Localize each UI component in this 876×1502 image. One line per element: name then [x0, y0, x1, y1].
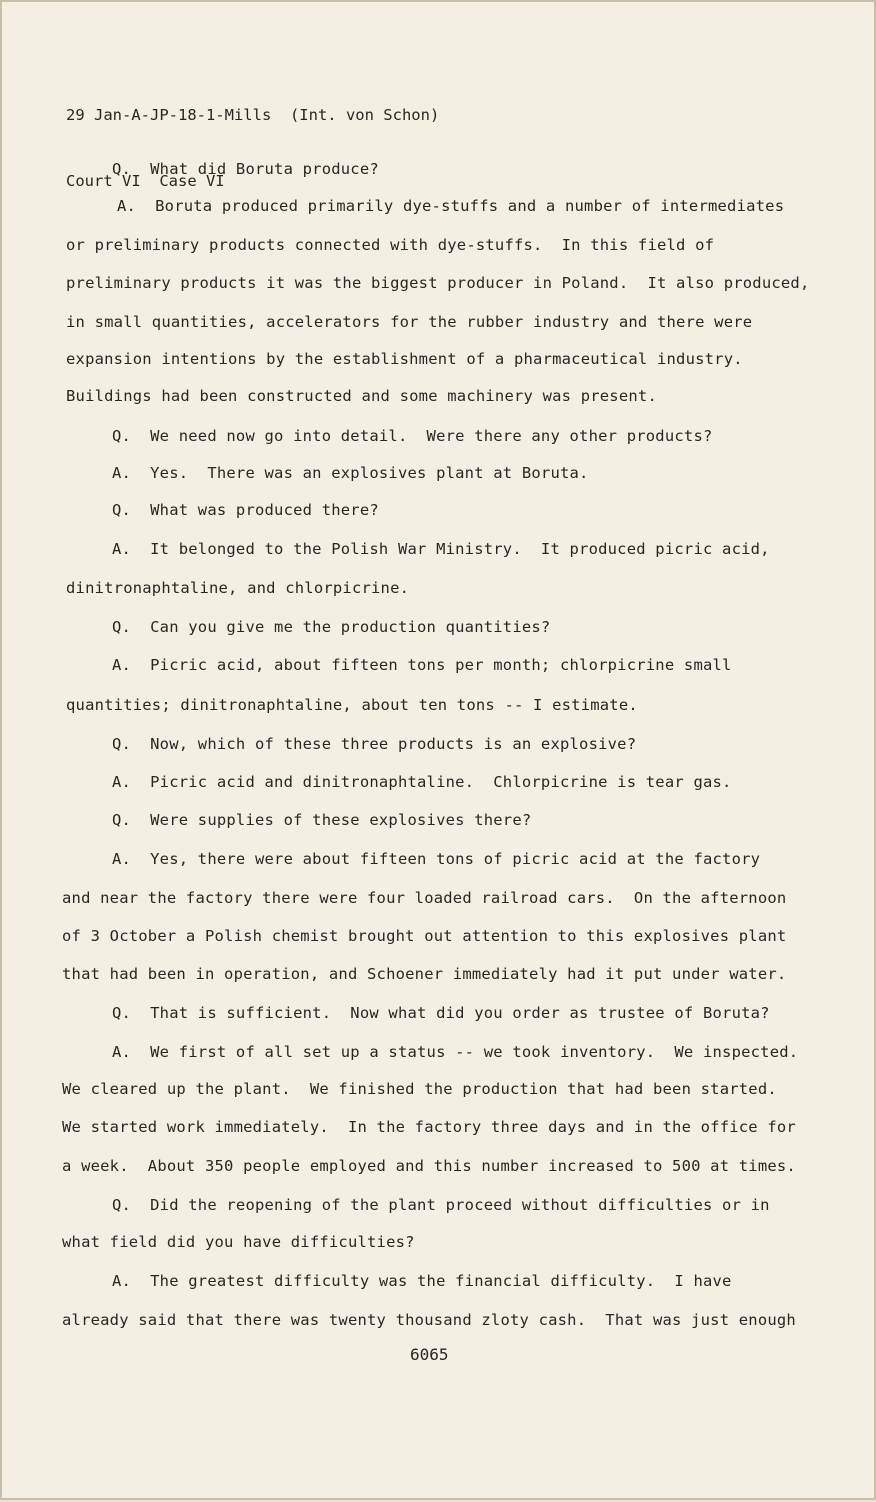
transcript-line: A. We first of all set up a status -- we took inventory. We inspected.: [112, 1043, 799, 1061]
transcript-line: A. Yes, there were about fifteen tons of picric acid at the factory: [112, 850, 761, 868]
transcript-line: Q. Were supplies of these explosives there?: [112, 811, 532, 829]
transcript-line: or preliminary products connected with dye-stuffs. In this field of: [66, 236, 715, 254]
transcript-line: A. Picric acid, about fifteen tons per month; chlorpicrine small: [112, 656, 732, 674]
transcript-line: what field did you have difficulties?: [62, 1233, 415, 1251]
transcript-line: Q. What was produced there?: [112, 501, 379, 519]
header-court: Court VI Case VI: [66, 172, 225, 190]
transcript-line: Q. What did Boruta produce?: [112, 160, 379, 178]
transcript-line: a week. About 350 people employed and this number increased to 500 at times.: [62, 1157, 796, 1175]
transcript-line: in small quantities, accelerators for the rubber industry and there were: [66, 313, 753, 331]
transcript-body: [2, 2, 876, 1502]
transcript-line: Q. That is sufficient. Now what did you order as trustee of Boruta?: [112, 1004, 770, 1022]
transcript-line: expansion intentions by the establishment of a pharmaceutical industry.: [66, 350, 743, 368]
transcript-line: and near the factory there were four loaded railroad cars. On the afternoon: [62, 889, 787, 907]
transcript-line: Q. Did the reopening of the plant proceed without difficulties or in: [112, 1196, 770, 1214]
transcript-line: quantities; dinitronaphtaline, about ten tons -- I estimate.: [66, 696, 638, 714]
page-number: 6065: [410, 1345, 449, 1364]
transcript-line: A. Boruta produced primarily dye-stuffs and a number of intermediates: [117, 197, 785, 215]
transcript-line: of 3 October a Polish chemist brought out attention to this explosives plant: [62, 927, 787, 945]
transcript-line: We cleared up the plant. We finished the production that had been started.: [62, 1080, 777, 1098]
transcript-line: Q. We need now go into detail. Were there any other products?: [112, 427, 713, 445]
transcript-line: A. The greatest difficulty was the financial difficulty. I have: [112, 1272, 732, 1290]
transcript-line: Q. Can you give me the production quantities?: [112, 618, 551, 636]
transcript-line: We started work immediately. In the factory three days and in the office for: [62, 1118, 796, 1136]
transcript-line: A. Yes. There was an explosives plant at Boruta.: [112, 464, 589, 482]
transcript-line: dinitronaphtaline, and chlorpicrine.: [66, 579, 410, 597]
transcript-line: Q. Now, which of these three products is an explosive?: [112, 735, 637, 753]
transcript-line: A. Picric acid and dinitronaphtaline. Chlorpicrine is tear gas.: [112, 773, 732, 791]
transcript-line: that had been in operation, and Schoener immediately had it put under water.: [62, 965, 787, 983]
transcript-line: A. It belonged to the Polish War Ministry. It produced picric acid,: [112, 540, 770, 558]
transcript-line: preliminary products it was the biggest producer in Poland. It also produced,: [66, 274, 810, 292]
header-case-reference: 29 Jan-A-JP-18-1-Mills (Int. von Schon): [66, 106, 440, 124]
transcript-line: already said that there was twenty thousand zloty cash. That was just enough: [62, 1311, 796, 1329]
transcript-line: Buildings had been constructed and some machinery was present.: [66, 387, 657, 405]
